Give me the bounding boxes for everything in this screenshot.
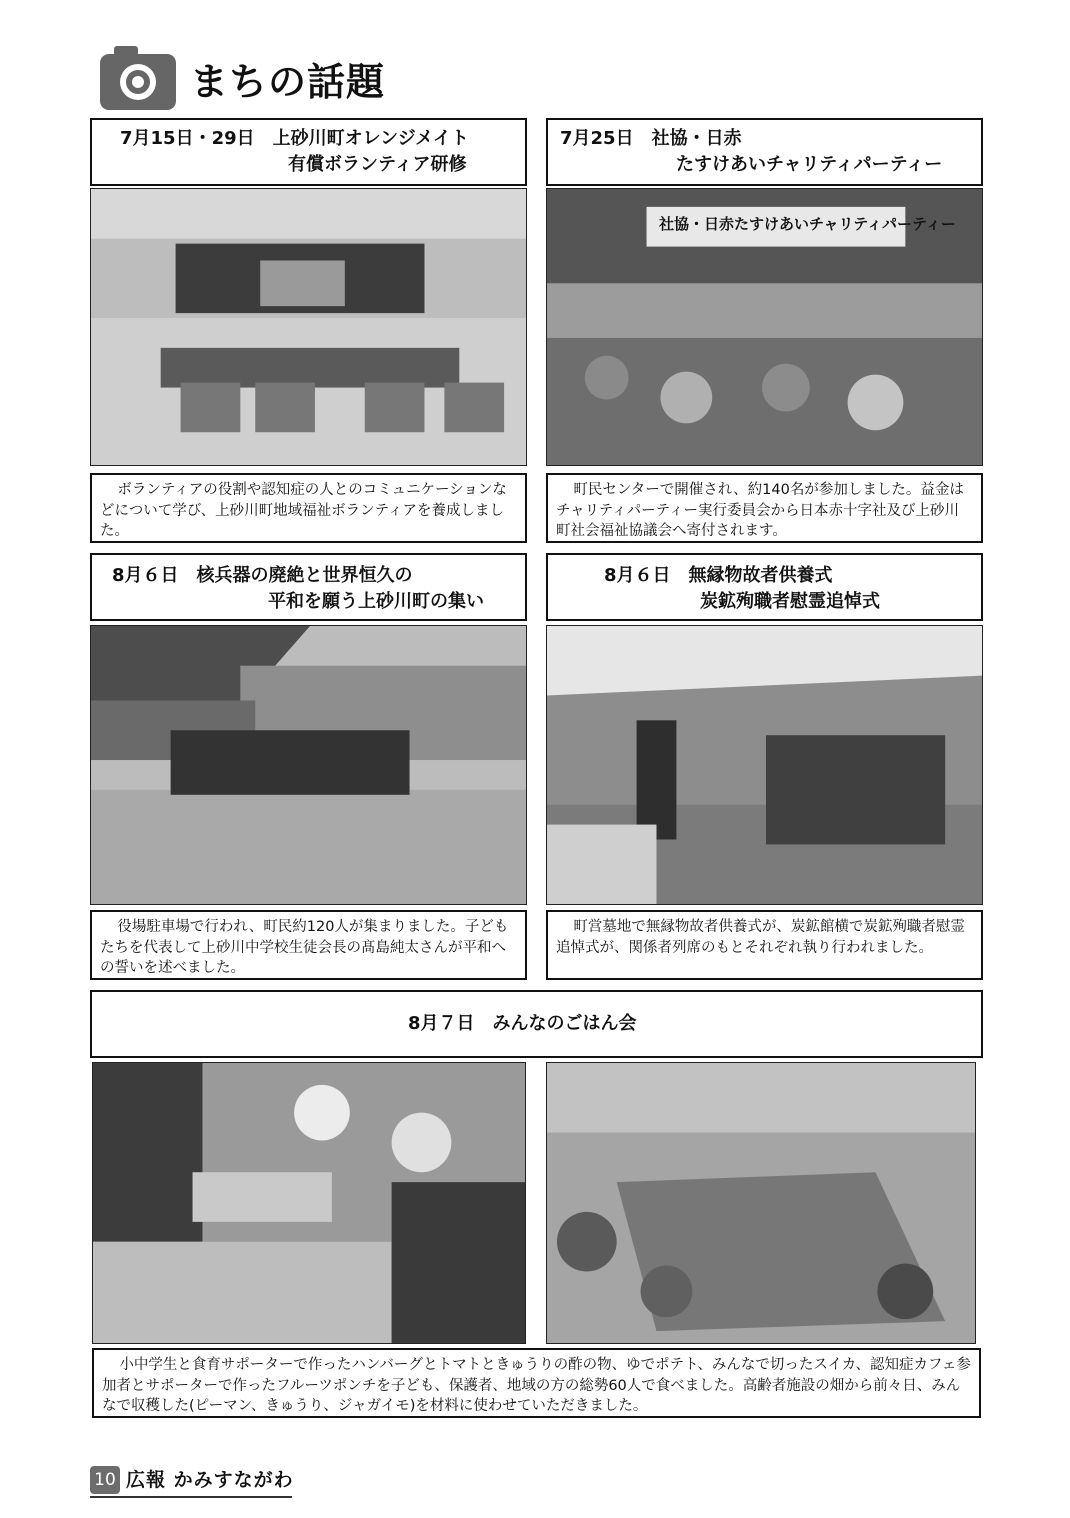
photo-dining-hall [546,1062,976,1344]
article-title-box [546,118,983,186]
article-title-box [546,553,983,621]
photo-charity-party [546,188,983,466]
photo-memorial-ceremony [546,625,983,905]
article-title-line1: 7月15日・29日 上砂川町オレンジメイト [120,128,469,149]
publication-name: 広報 かみすながわ [126,1469,294,1491]
article-title-box [90,553,527,621]
camera-icon [100,44,176,110]
article-caption: ボランティアの役割や認知症の人とのコミュニケーションなどについて学び、上砂川町地域福祉ボランティアを養成しました。 [90,473,527,543]
article-title-box [90,118,527,186]
article-title-line1: 7月25日 社協・日赤 [560,128,742,149]
photo-volunteer-training [90,188,527,466]
page-title: まちの話題 [190,60,386,104]
article-caption: 町営墓地で無縁物故者供養式が、炭鉱館横で炭鉱殉職者慰霊追悼式が、関係者列席のもとそれぞれ執り行われました。 [546,910,983,980]
photo-cooking-children [92,1062,526,1344]
footer-rule [90,1496,292,1498]
article-title-box [90,990,983,1058]
article-caption: 小中学生と食育サポーターで作ったハンバーグとトマトときゅうりの酢の物、ゆでポテト、みんなで切ったスイカ、認知症カフェ参加者とサポーターで作ったフルーツポンチを子ども、保護者、地域の方の総勢60人で食べました。高齢者施設の畑から前々日、みんなで収穫した(ピーマン、きゅうり、ジャガイモ)を材料に使わせていただきました。 [92,1348,981,1418]
photo-peace-gathering [90,625,527,905]
page-number: 10 [90,1466,120,1494]
article-title-line1: 8月６日 核兵器の廃絶と世界恒久の [112,565,413,586]
article-title-line2: 平和を願う上砂川町の集い [268,591,484,612]
article-title-line2: 炭鉱殉職者慰霊追悼式 [700,591,880,612]
article-title-line2: 有償ボランティア研修 [288,154,467,175]
article-caption: 役場駐車場で行われ、町民約120人が集まりました。子どもたちを代表して上砂川中学校生徒会長の髙島純太さんが平和への誓いを述べました。 [90,910,527,980]
article-title-line2: たすけあいチャリティパーティー [676,154,943,175]
article-title-line1: 8月７日 みんなのごはん会 [408,1013,637,1034]
article-title-line1: 8月６日 無縁物故者供養式 [604,565,833,586]
article-caption: 町民センターで開催され、約140名が参加しました。益金はチャリティパーティー実行委員会から日本赤十字社及び上砂川町社会福祉協議会へ寄付されます。 [546,473,983,543]
photo-banner-text: 社協・日赤たすけあいチャリティパーティー [659,215,956,233]
